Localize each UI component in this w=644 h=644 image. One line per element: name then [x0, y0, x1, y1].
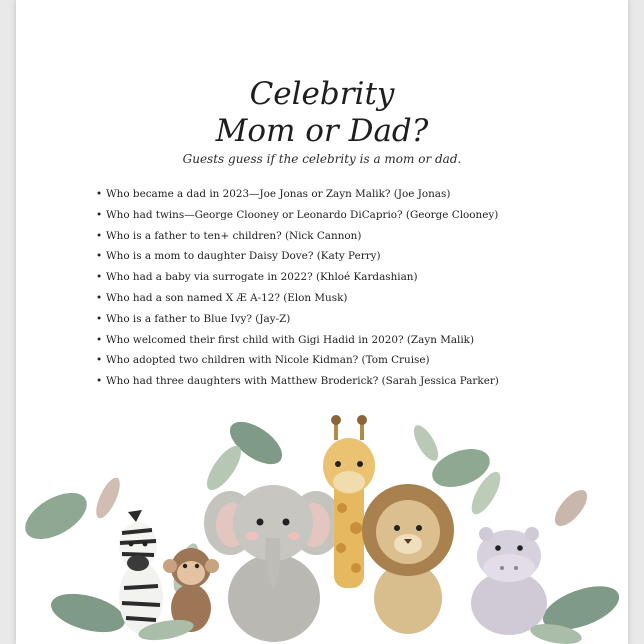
- monkey-icon: [163, 548, 219, 632]
- question-item: • Who is a mom to daughter Daisy Dove? (Katy Perry): [96, 246, 626, 267]
- card-subtitle: Guests guess if the celebrity is a mom or dad.: [182, 152, 462, 166]
- leaf-icon: [18, 483, 95, 548]
- leaf-icon: [201, 441, 247, 495]
- title-line-2: Mom or Dad?: [215, 113, 429, 149]
- hippo-icon: [471, 527, 547, 635]
- invitation-card: [16, 0, 628, 644]
- question-item: • Who welcomed their first child with Gigi Hadid in 2020? (Zayn Malik): [96, 330, 626, 351]
- leaf-icon: [549, 485, 593, 532]
- card-title: [16, 76, 628, 150]
- question-item: • Who is a father to Blue Ivy? (Jay-Z): [96, 309, 626, 330]
- question-item: • Who is a father to ten+ children? (Nick Cannon): [96, 226, 626, 247]
- question-item: • Who adopted two children with Nicole Kidman? (Tom Cruise): [96, 350, 626, 371]
- elephant-icon: [204, 485, 342, 642]
- leaf-icon: [409, 422, 443, 465]
- zebra-icon: [119, 510, 163, 634]
- lion-icon: [362, 484, 454, 634]
- question-item: • Who had a baby via surrogate in 2022? (Khloé Kardashian): [96, 267, 626, 288]
- safari-animals-illustration: [16, 398, 628, 644]
- question-list: [96, 184, 626, 392]
- leaf-icon: [47, 587, 129, 640]
- leaf-icon: [91, 475, 124, 522]
- question-item: • Who became a dad in 2023—Joe Jonas or Zayn Malik? (Joe Jonas): [96, 184, 626, 205]
- question-item: • Who had twins—George Clooney or Leonardo DiCaprio? (George Clooney): [96, 205, 626, 226]
- question-item: • Who had three daughters with Matthew Broderick? (Sarah Jessica Parker): [96, 371, 626, 392]
- question-item: • Who had a son named X Æ A-12? (Elon Musk): [96, 288, 626, 309]
- title-line-1: Celebrity: [249, 76, 395, 112]
